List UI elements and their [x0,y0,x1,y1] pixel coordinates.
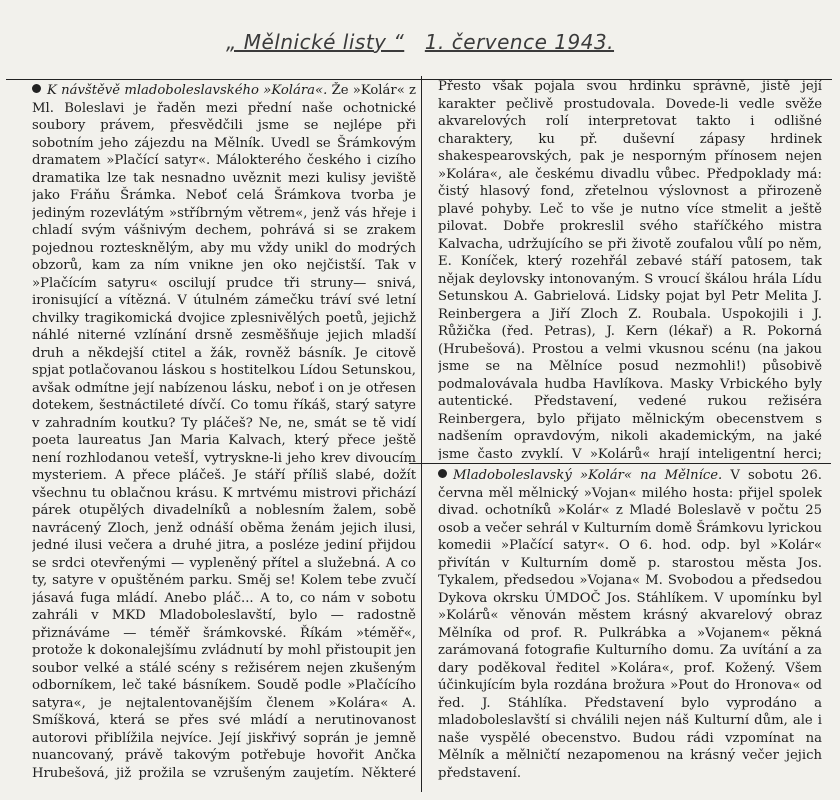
article-1-continued-text: Přesto však pojala svou hrdinku správně, jistě její karakter pečlivě prostudovala. Dovede-li vedle svěže akvarelových rolí interpretovat takto i odlišné charaktery, ku př. duševní zápasy hrdinek shakespearovských, pak je nesporným přínosem nejen »Kolára«, ale českému divadlu vůbec. Předpoklady má: čistý hlasový fond, zřetelnou výslovnost a přirozeně plavé pohyby. Leč to vše je nutno více stmelit a ještě pilovat. Dobře prokreslil svého staříčkého mistra Kalvacha, udržujícího se při životě zoufalou vůlí po něm, E. Koníček, který rozehřál zebavé stáří patosem, tak nějak deylovsky intonovaným. S vroucí škálou hrála Lídu Setunskou A. Gabrielová. Lidsky pojat byl Petr Melita J. Reinbergera a Jiří Zloch Z. Roubala. Uspokojili i J. Růžička (řed. Petras), J. Kern (lékař) a R. Pokorná (Hrubešová). Prostou a velmi vkusnou scénu (na jakou jsme se na Mělníce posud nezmohli!) působivě podmalovávala hudba Havlíkova. Masky Vrbického byly autentické. Představení, vedené rukou režiséra Reinbergera, bylo přijato mělnickým obecenstvem s nadšením opravdovým, nikoli akademickým, na jaké jsme často zvyklí. V »Kolárů« hrají inteligentní herci; [438,79,822,460]
column-divider [421,76,422,792]
article-2-column [438,467,822,787]
article-2-headline: Mladoboleslavský »Kolár« na Mělníce. [453,468,723,483]
article-2-body [438,467,822,782]
article-1-headline: K návštěvě mladoboleslavského »Kolára«. [47,83,328,98]
article-1-continued-column [438,78,822,460]
newspaper-name: „ Mělnické listy “ [226,30,405,54]
article-2-text: V sobotu 26. června měl mělnický »Vojan« milého hosta: přijel spolek divad. ochotníků »Kolár« z Mladé Boleslavě v počtu 25 osob a večer sehrál v Kulturním domě Šrámkovu lyrickou komedii »Plačící satyr«. O 6. hod. odp. byl »Kolár« přivítán v Kulturním domě p. starostou města Jos. Tykalem, předsedou »Vojana« M. Svobodou a předsedou Dykova okrsku ÚMDOČ Jos. Stáhlíkem. V upomínku byl »Kolárů« věnován městem krásný akvarelový obraz Mělníka od prof. R. Pulkrábka a »Vojanem« pěkná zarámovaná fotografie Kulturního domu. Za uvítání a za dary poděkoval ředitel »Kolára«, prof. Kožený. Všem účinkujícím byla rozdána brožura »Pout do Hronova« od řed. J. Stáhlíka. Představení bylo vyprodáno a mladoboleslavští si chválili nejen náš Kulturní dům, ale i naše vyspělé obecenstvo. Budou rádi vzpomínat na Mělník a mělničtí nezapomenou na krásný večer jejich představení. [438,468,822,781]
article-1-column [32,82,416,782]
bullet-icon [438,469,447,478]
bullet-icon [32,84,41,93]
handwritten-source-note [226,30,626,54]
article-1-body [32,82,416,782]
article-divider [409,463,831,464]
article-1-text: Že »Kolár« z Ml. Boleslavi je řaděn mezi přední naše ochotnické soubory právem, přesvědčili jsme se nejlépe při sobotním jeho zájezdu na Mělník. Uvedl se Šrámkovým dramatem »Plačící satyr«. Málokterého českého i cizího dramatika lze tak nesnadno uvěznit mezi kulisy jeviště jako Fráňu Šrámka. Neboť celá Šrámkova tvorba je jediným rozevlátým »stříbrným větrem«, jenž vás hřeje i chladí svým vášnivým dechem, pohrává si se zrakem pojednou roztesknělým, aby mu vždy unikl do modrých obzorů, kam za ním vnikne jen oko nejčistší. Tak v »Plačícím satyru« oscilují prudce tři struny— snivá, ironisující a vítězná. V útulném zámečku tráví své letní chvilky tragikomická dvojice zplesnivělých poetů, jejichž náhlé niterné vzlínání drsně zesměšňuje jejich mladší druh a někdejší ctitel a žák, rovněž básník. Je citově spjat potlačovanou láskou s hostitelkou Lídou Setunskou, avšak odmítne její nabízenou lásku, neboť i on je otřesen dotekem, šestnáctileté dívčí. Co tomu říkáš, starý satyre v zahradním koutku? Ty pláčeš? Ne, ne, smát se tě vidí poeta laureatus Jan Maria Kalvach, který přece ještě není rozhlodanou vetešÍ, vytryskne-li jeho krev divoucím mysteriem. A přece pláčeš. Je stáří příliš slabé, dožít všechnu tu oblačnou krásu. K mrtvému mistrovi přichází párek otupělých divadelníků a noblesním žalem, sobě navrácený Zloch, jenž odnáší oběma ženám jejich ilusi, jedné ilusi večera a druhé jitra, a posléze jediní přijdou se srdci otevřenými — vypleněný přítel a služebná. A co ty, satyre v opuštěném parku. Směj se! Kolem tebe zvučí jásavá fuga mládí. Anebo pláč... A to, co nám v sobotu zahráli v MKD Mladoboleslavští, bylo — radostně přiznáváme — téměř šrámkovské. Říkám »téměř«, protože k dokonalejšímu zvládnutí by mohl přistoupit jen soubor velké a stálé scény s režisérem nejen zkušeným odborníkem, leč také básníkem. Soudě podle »Plačícího satyra«, je nejtalentovanějším členem »Kolára« A. Smíšková, která se přes své mládí a nerutinovanost autorovi přiblížila nejvíce. Její jiskřivý soprán je jemně nuancovaný, právě takovým potřebuje hovořit Ančka Hrubešová, již prožila se vzrušeným zaujetím. Některé [32,83,416,781]
issue-date: 1. července 1943. [424,30,615,54]
